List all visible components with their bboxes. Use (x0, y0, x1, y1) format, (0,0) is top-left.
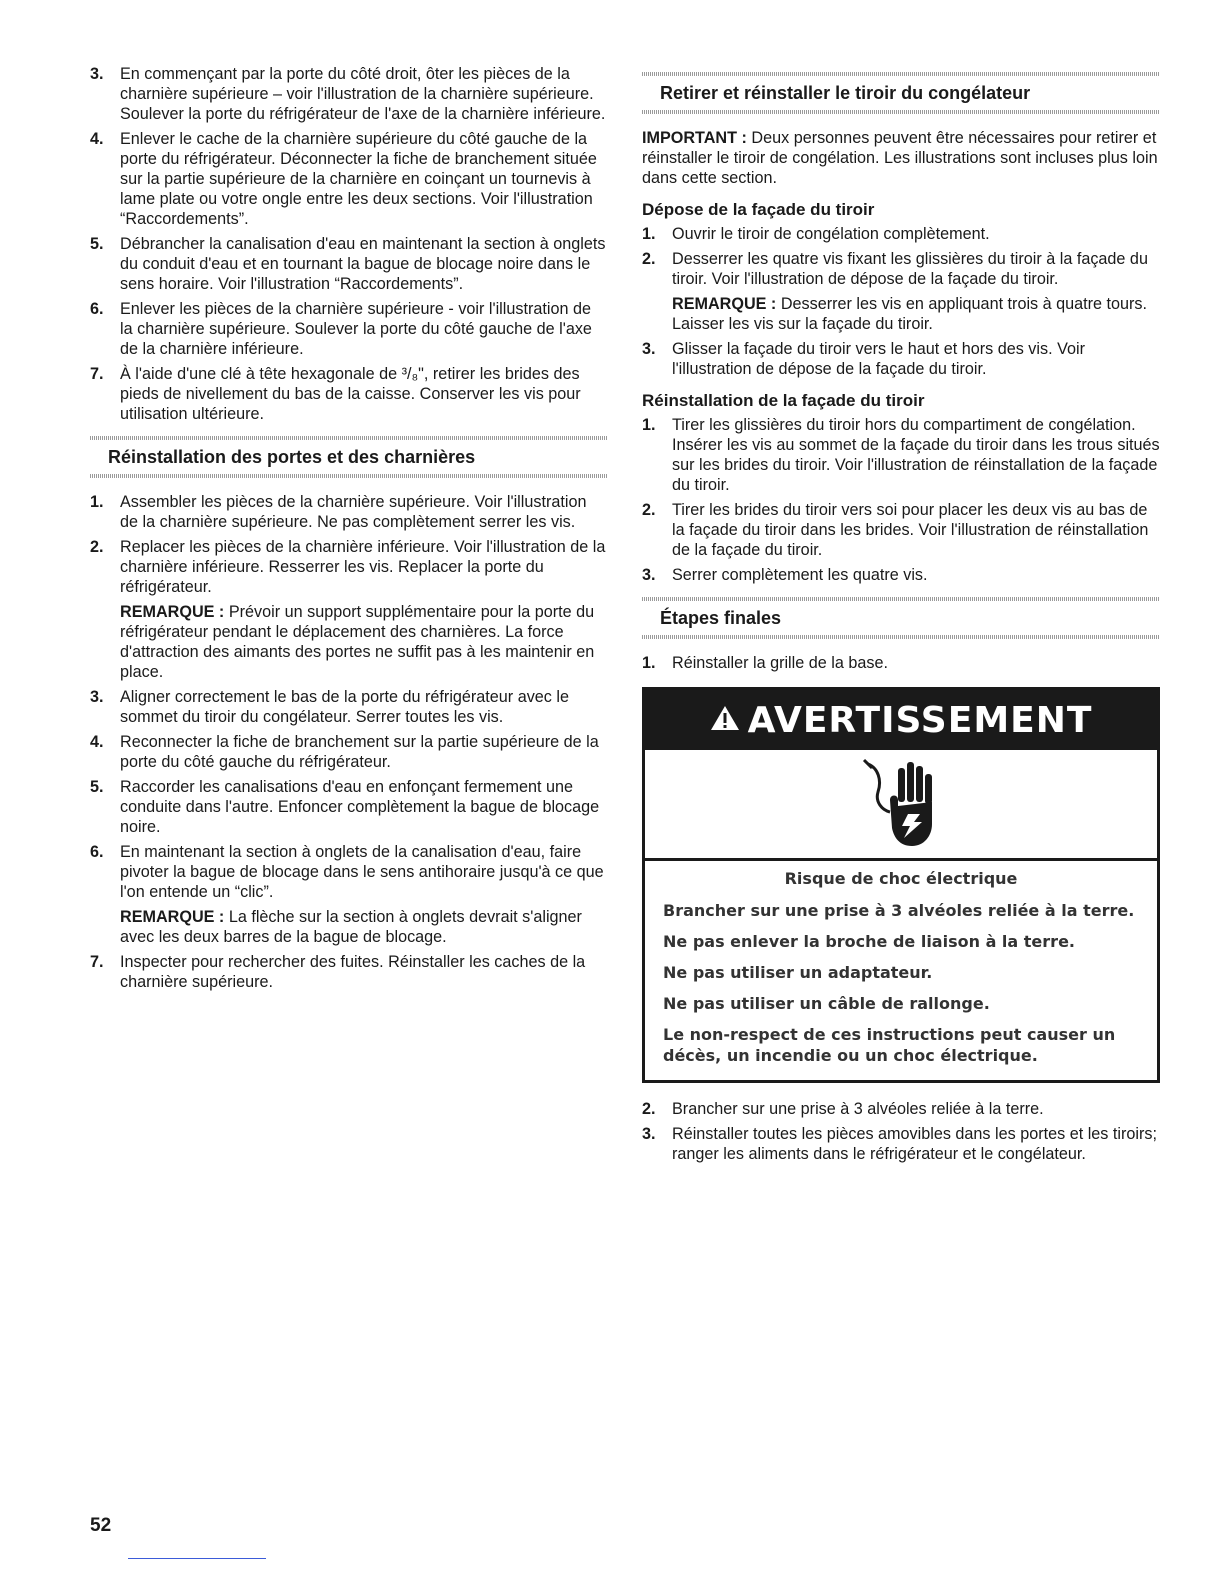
step-number: 7. (90, 953, 104, 971)
list-item (642, 415, 1160, 495)
remark-text: Desserrer les vis en appliquant trois à quatre tours. Laisser les vis sur la façade du tiroir. (672, 295, 1148, 333)
step-text: Serrer complètement les quatre vis. (672, 566, 928, 584)
step-text: Glisser la façade du tiroir vers le haut et hors des vis. Voir l'illustration de dépose de la façade du tiroir. (672, 340, 1085, 378)
step-text: Brancher sur une prise à 3 alvéoles reliée à la terre. (672, 1100, 1044, 1118)
warning-title: AVERTISSEMENT (747, 699, 1093, 741)
step-text: Débrancher la canalisation d'eau en maintenant la section à onglets du conduit d'eau et en tournant la bague de blocage noire dans le sens horaire. Voir l'illustration “Raccordements”. (120, 235, 606, 293)
warning-body (645, 861, 1157, 1080)
final-steps-list (642, 653, 1160, 673)
electric-shock-hand-icon (856, 754, 946, 855)
step-number: 5. (90, 235, 104, 253)
divider (642, 635, 1160, 639)
section-heading-freezer-drawer (642, 72, 1160, 114)
warning-line: Brancher sur une prise à 3 alvéoles reliée à la terre. (663, 901, 1135, 920)
step-text: Réinstaller toutes les pièces amovibles dans les portes et les tiroirs; ranger les aliments dans le réfrigérateur et le congélateur. (672, 1125, 1157, 1163)
list-item (90, 64, 608, 124)
subsection-title-drawer-front-removal: Dépose de la façade du tiroir (642, 200, 875, 219)
subsection-title-drawer-front-reinstall: Réinstallation de la façade du tiroir (642, 391, 925, 410)
step-number: 6. (90, 843, 104, 861)
footer-rule (128, 1558, 266, 1559)
list-item (90, 364, 608, 424)
step-number: 2. (642, 1100, 656, 1118)
important-text: Deux personnes peuvent être nécessaires pour retirer et réinstaller le tiroir de congélation. Les illustrations sont incluses plus loin dans cette section. (642, 129, 1158, 187)
final-steps-list-continued (642, 1099, 1160, 1164)
step-number: 3. (642, 340, 656, 358)
list-item (90, 537, 608, 682)
section-heading-final-steps (642, 597, 1160, 639)
step-number: 2. (642, 501, 656, 519)
important-label: IMPORTANT : (642, 129, 747, 147)
list-item (642, 1124, 1160, 1164)
step-text: Assembler les pièces de la charnière supérieure. Voir l'illustration de la charnière supérieure. Ne pas complètement serrer les vis. (120, 493, 587, 531)
step-text: En maintenant la section à onglets de la canalisation d'eau, faire pivoter la bague de blocage dans le sens antihoraire jusqu'à ce que l'on entende un “clic”. (120, 843, 604, 901)
list-item (642, 1099, 1160, 1119)
warning-triangle-icon (710, 700, 740, 741)
section-title: Réinstallation des portes et des charnières (108, 447, 476, 467)
step-number: 2. (642, 250, 656, 268)
step-text: Enlever les pièces de la charnière supérieure - voir l'illustration de la charnière supérieure. Soulever la porte du côté gauche de l'axe de la charnière inférieure. (120, 300, 592, 358)
list-item (90, 777, 608, 837)
list-item (642, 653, 1160, 673)
warning-header (645, 690, 1157, 750)
list-item (90, 732, 608, 772)
step-text: Raccorder les canalisations d'eau en enfonçant fermement une conduite dans l'autre. Enfoncer complètement la bague de blocage noire. (120, 778, 600, 836)
divider (642, 110, 1160, 114)
step-text: Desserrer les quatre vis fixant les glissières du tiroir à la façade du tiroir. Voir l'illustration de dépose de la façade du tiroir. (672, 250, 1148, 288)
warning-line: Ne pas enlever la broche de liaison à la terre. (663, 932, 1075, 951)
door-reinstall-steps (90, 492, 608, 992)
step-text: Enlever le cache de la charnière supérieure du côté gauche de la porte du réfrigérateur. Déconnecter la fiche de branchement située sur la partie supérieure de la charnière en coinçant un tournevis à lame plate ou votre ongle entre les deux sections. Voir l'illustration “Raccordements”. (120, 130, 597, 228)
step-number: 1. (90, 493, 104, 511)
list-item (90, 952, 608, 992)
right-column (642, 64, 1160, 1169)
list-item (642, 224, 1160, 244)
step-text: Inspecter pour rechercher des fuites. Réinstaller les caches de la charnière supérieure. (120, 953, 586, 991)
step-text: Tirer les glissières du tiroir hors du compartiment de congélation. Insérer les vis au sommet de la façade du tiroir dans les trous situés sur les brides du tiroir. Voir l'illustration de réinstallation de la façade du tiroir. (672, 416, 1160, 494)
section-heading-reinstall-doors (90, 436, 608, 478)
step-number: 7. (90, 365, 104, 383)
remark (120, 602, 608, 682)
drawer-front-reinstall-steps (642, 415, 1160, 585)
remark-text: Prévoir un support supplémentaire pour la porte du réfrigérateur pendant le déplacement des charnières. La force d'attraction des aimants des portes ne suffit pas à les maintenir en place. (120, 603, 595, 681)
list-item (642, 339, 1160, 379)
step-number: 1. (642, 654, 656, 672)
warning-risk-title: Risque de choc électrique (784, 869, 1018, 888)
warning-line: Ne pas utiliser un adaptateur. (663, 963, 933, 982)
list-item (90, 842, 608, 947)
step-number: 2. (90, 538, 104, 556)
warning-line: Le non-respect de ces instructions peut causer un décès, un incendie ou un choc électrique. (663, 1025, 1116, 1065)
remark-text: La flèche sur la section à onglets devrait s'aligner avec les deux barres de la bague de blocage. (120, 908, 582, 946)
remark (672, 294, 1160, 334)
step-text: À l'aide d'une clé à tête hexagonale de ³/₈", retirer les brides des pieds de nivellement du bas de la caisse. Conserver les vis pour utilisation ultérieure. (120, 365, 581, 423)
door-removal-steps (90, 64, 608, 424)
step-number: 3. (642, 566, 656, 584)
divider (90, 474, 608, 478)
page-number: 52 (90, 1515, 112, 1536)
remark-label: REMARQUE : (120, 603, 225, 621)
list-item (90, 234, 608, 294)
drawer-front-removal-steps (642, 224, 1160, 379)
step-number: 3. (90, 65, 104, 83)
section-title: Étapes finales (660, 608, 782, 628)
step-number: 4. (90, 130, 104, 148)
step-number: 3. (642, 1125, 656, 1143)
step-number: 1. (642, 225, 656, 243)
step-text: Replacer les pièces de la charnière inférieure. Voir l'illustration de la charnière inférieure. Resserrer les vis. Replacer la porte du réfrigérateur. (120, 538, 606, 596)
step-text: Réinstaller la grille de la base. (672, 654, 888, 672)
list-item (642, 249, 1160, 334)
step-text: Ouvrir le tiroir de congélation complètement. (672, 225, 990, 243)
remark-label: REMARQUE : (672, 295, 777, 313)
list-item (90, 129, 608, 229)
step-number: 5. (90, 778, 104, 796)
remark-label: REMARQUE : (120, 908, 225, 926)
section-title: Retirer et réinstaller le tiroir du congélateur (660, 83, 1031, 103)
warning-pictogram (645, 750, 1157, 861)
step-text: En commençant par la porte du côté droit, ôter les pièces de la charnière supérieure – voir l'illustration de la charnière supérieure. Soulever la porte du réfrigérateur de l'axe de la charnière inférieure. (120, 65, 606, 123)
left-column (90, 64, 608, 997)
warning-line: Ne pas utiliser un câble de rallonge. (663, 994, 990, 1013)
important-note (642, 128, 1160, 188)
step-text: Reconnecter la fiche de branchement sur la partie supérieure de la porte du côté gauche du réfrigérateur. (120, 733, 599, 771)
step-number: 3. (90, 688, 104, 706)
warning-box (642, 687, 1160, 1083)
step-number: 4. (90, 733, 104, 751)
step-text: Tirer les brides du tiroir vers soi pour placer les deux vis au bas de la façade du tiroir dans les brides. Voir l'illustration de réinstallation de la façade du tiroir. (672, 501, 1149, 559)
step-text: Aligner correctement le bas de la porte du réfrigérateur avec le sommet du tiroir du congélateur. Serrer toutes les vis. (120, 688, 569, 726)
step-number: 1. (642, 416, 656, 434)
list-item (642, 565, 1160, 585)
list-item (90, 299, 608, 359)
list-item (90, 492, 608, 532)
list-item (90, 687, 608, 727)
step-number: 6. (90, 300, 104, 318)
remark (120, 907, 608, 947)
list-item (642, 500, 1160, 560)
